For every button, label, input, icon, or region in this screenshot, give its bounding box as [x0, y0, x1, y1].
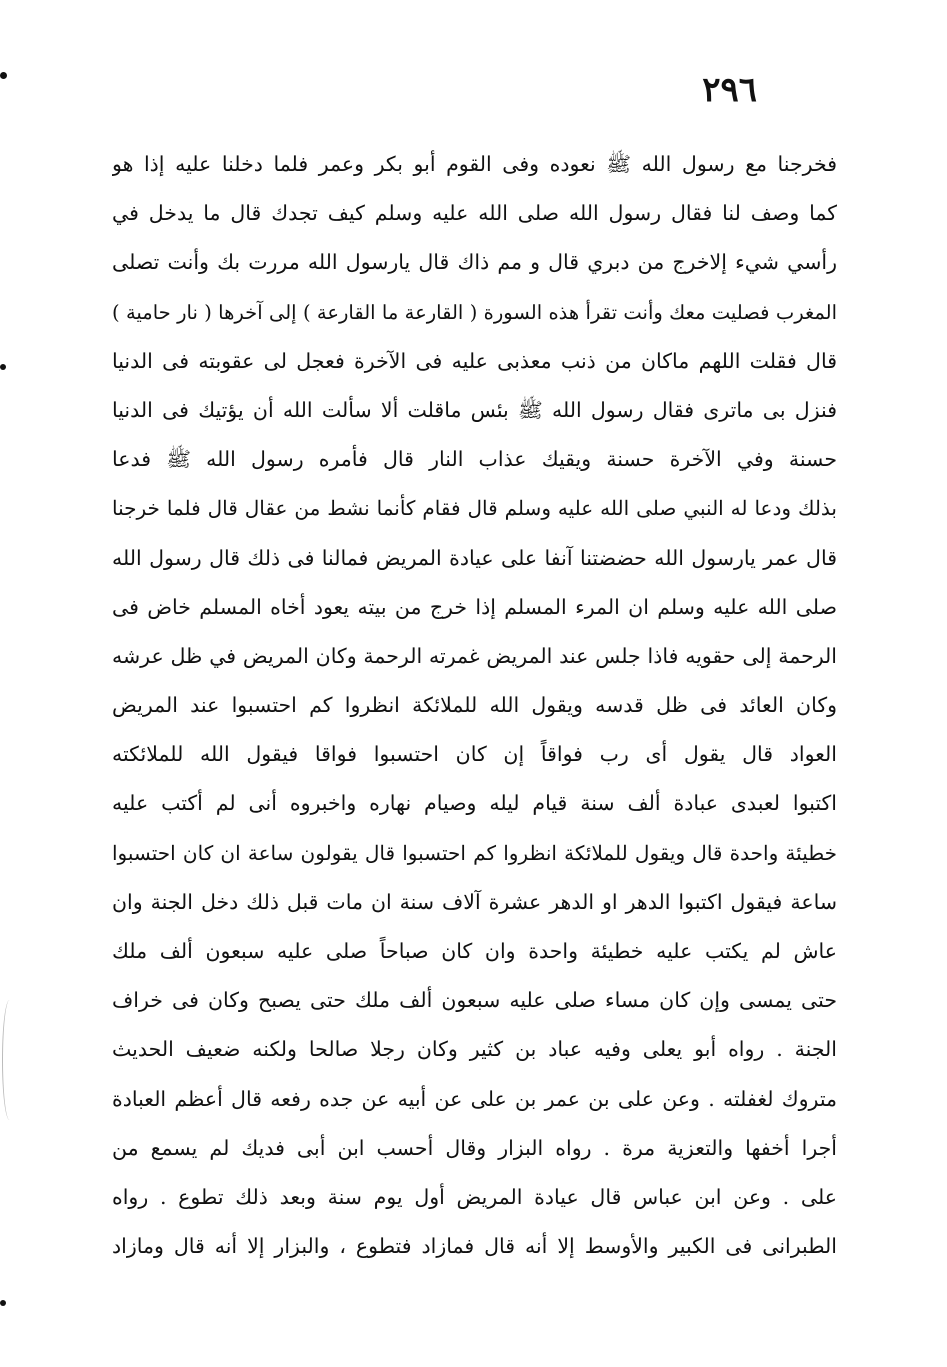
text-line: على . وعن ابن عباس قال عيادة المريض أول يوم سنة وبعد ذلك تطوع . رواه — [112, 1184, 837, 1209]
text-line: الجنة . رواه أبو يعلى وفيه عباد بن كثير وكان رجلا صالحا ولكنه ضعيف الحديث — [112, 1037, 837, 1062]
text-line: خطيئة واحدة قال ويقول للملائكة انظروا كم احتسبوا قال يقولون ساعة ان كان احتسبوا — [112, 840, 837, 865]
text-line: أجرا أخفها والتعزية مرة . رواه البزار وقال أحسب ابن أبى فديك لم يسمع من — [112, 1135, 837, 1160]
text-line: قال فقلت اللهم ماكان من ذنب معذبى عليه فى الآخرة فعجل لى عقوبته فى الدنيا — [112, 348, 837, 373]
text-line: فخرجنا مع رسول الله ﷺ نعوده وفى القوم أبو بكر وعمر فلما دخلنا عليه إذا هو — [112, 152, 837, 176]
text-line: صلى الله عليه وسلم ان المرء المسلم إذا خرج من بيته يعود أخاه المسلم خاض فى — [112, 594, 837, 619]
scan-margin-mark — [0, 72, 7, 79]
text-line: الرحمة إلى حقويه فاذا جلس عند المريض غمرته الرحمة وكان المريض في ظل عرشه — [112, 643, 837, 668]
scan-margin-mark — [0, 364, 6, 370]
text-line: ساعة فيقول اكتبوا الدهر او الدهر عشرة آلاف سنة ان مات قبل ذلك دخل الجنة وان — [112, 889, 837, 914]
text-line: كما وصف لنا فقال رسول الله صلى الله عليه وسلم كيف تجدك قال ما يدخل في — [112, 201, 837, 226]
text-line: عاش لم يكتب عليه خطيئة واحدة وان كان صباحاً صلى عليه سبعون ألف ملك — [112, 939, 837, 963]
text-line: الطبرانى فى الكبير والأوسط إلا أنه قال فمازاد فتطوع ، والبزار إلا أنه قال ومازاد — [112, 1234, 837, 1259]
text-line: العواد قال يقول أى رب فواقاً إن كان احتسبوا فواقا فيقول الله للملائكته — [112, 742, 837, 767]
text-line: حتى يمسى وإن كان مساء صلى عليه سبعون ألف ملك حتى يصبح وكان فى خراف — [112, 988, 837, 1013]
body-text — [112, 140, 837, 1271]
text-line: وكان العائد فى ظل قدسه ويقول الله للملائكة انظروا كم احتسبوا عند المريض — [112, 693, 837, 718]
text-line: رأسي شيء إلاخرج من دبري قال و مم ذاك قال يارسول الله مررت بك وأنت تصلى — [112, 250, 837, 275]
text-line: متروك لغفلته . وعن على بن عمر بن على عن أبيه عن جده رفعه قال أعظم العبادة — [112, 1086, 837, 1111]
text-line: حسنة وفي الآخرة حسنة ويقيك عذاب النار قال فأمره رسول الله ﷺ فدعا — [112, 447, 837, 472]
text-line: اكتبوا لعبدى عبادة ألف سنة قيام ليله وصيام نهاره واخبروه أنى لم أكتب عليه — [112, 791, 837, 816]
text-line: فنزل بى ماترى فقال رسول الله ﷺ بئس ماقلت ألا سألت الله أن يؤتيك فى الدنيا — [112, 397, 837, 422]
scan-edge-shadow — [2, 1000, 17, 1120]
page-number: ٢٩٦ — [702, 70, 757, 110]
text-line: المغرب فصليت معك وأنت تقرأ هذه السورة ( القارعة ما القارعة ) إلى آخرها ( نار حامية ) — [112, 300, 837, 324]
scan-margin-mark — [0, 1300, 6, 1306]
text-line: قال عمر يارسول الله حضضتنا آنفا على عيادة المريض فمالنا فى ذلك قال رسول الله — [112, 545, 837, 570]
text-line: بذلك ودعا له النبي صلى الله عليه وسلم قال فقام كأنما نشط من عقال قال فلما خرجنا — [112, 496, 837, 521]
